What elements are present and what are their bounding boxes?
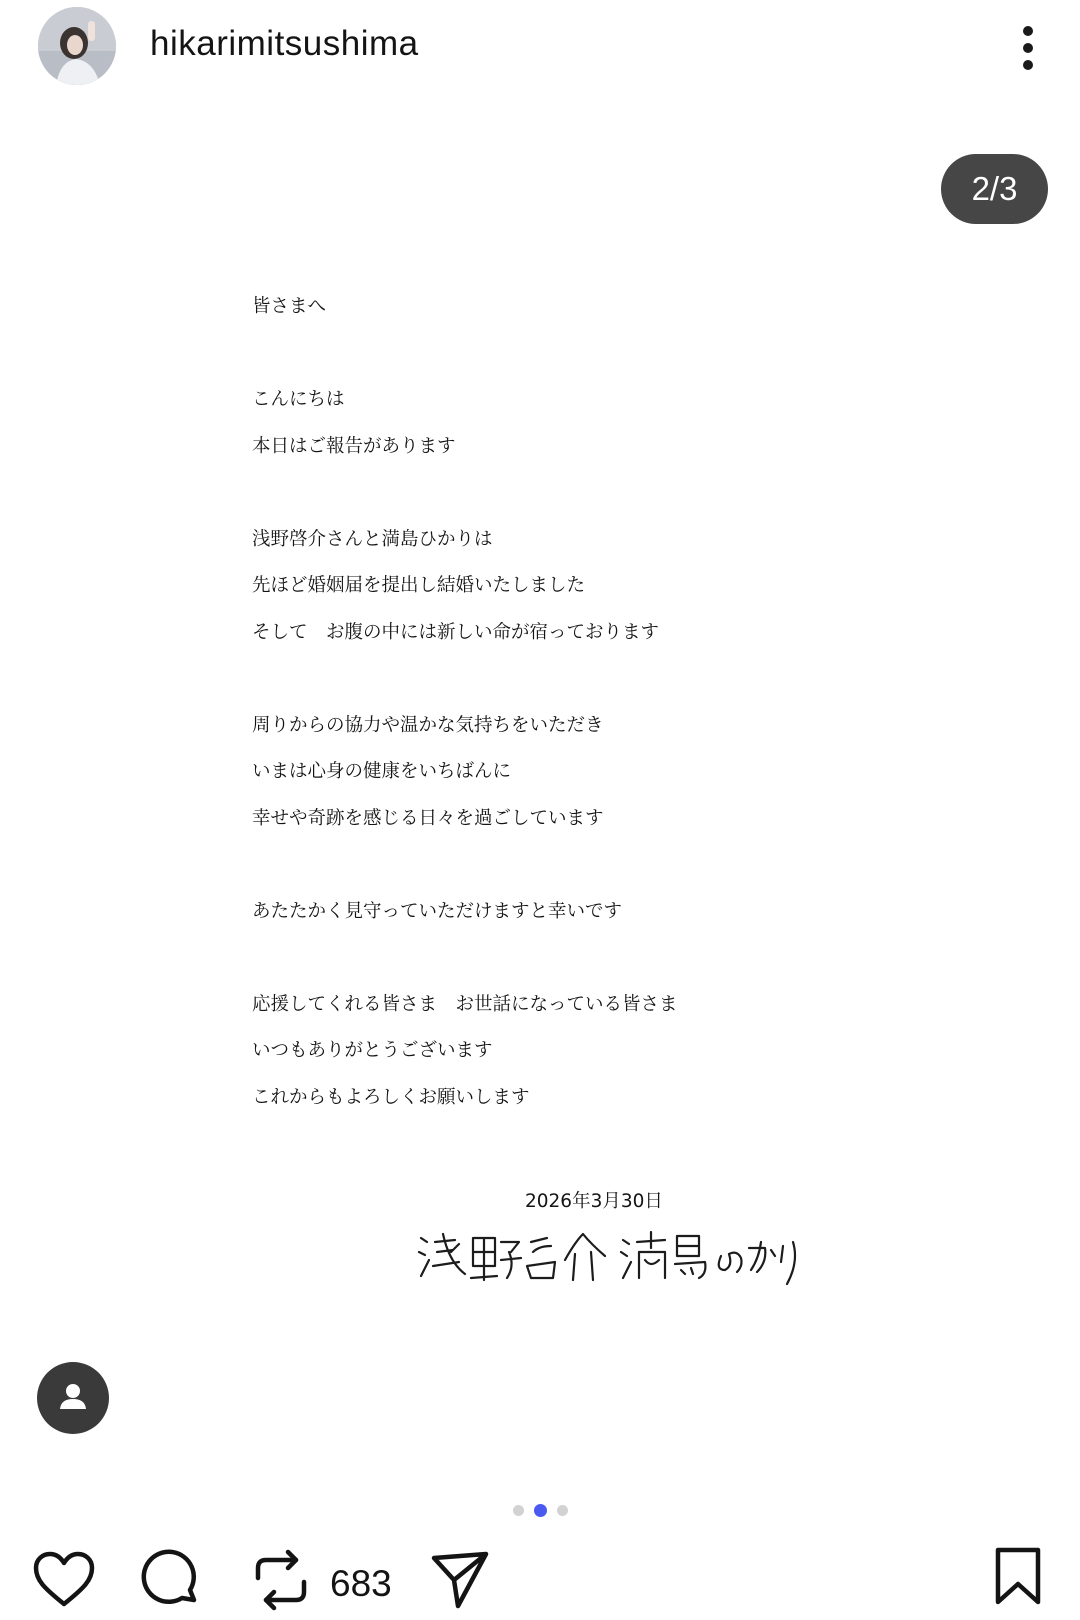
letter-line: 皆さまへ — [252, 296, 327, 317]
announcement-letter — [252, 296, 952, 1133]
letter-line: いまは心身の健康をいちばんに — [252, 761, 512, 782]
letter-line: あたたかく見守っていただけますと幸いです — [252, 900, 623, 922]
person-tag-button[interactable] — [37, 1362, 109, 1434]
letter-line: 応援してくれる皆さま お世話になっている皆さま — [252, 993, 678, 1015]
letter-line: 本日はご報告があります — [252, 435, 456, 457]
letter-line: 浅野啓介さんと満島ひかりは — [252, 528, 493, 550]
username[interactable]: hikarimitsushima — [150, 24, 419, 63]
more-vertical-icon[interactable] — [1008, 20, 1048, 76]
carousel-dots — [513, 1504, 568, 1517]
letter-line: これからもよろしくお願いします — [252, 1086, 530, 1108]
carousel-dot-active[interactable] — [534, 1504, 547, 1517]
carousel-dot[interactable] — [513, 1505, 524, 1516]
person-icon — [37, 1362, 109, 1434]
handwritten-signature — [415, 1222, 805, 1292]
post-header — [0, 0, 1080, 96]
heart-icon[interactable] — [32, 1550, 96, 1610]
letter-line: こんにちは — [252, 389, 345, 410]
repost-count: 683 — [330, 1563, 392, 1604]
letter-line: いつもありがとうございます — [252, 1040, 493, 1061]
letter-line: 先ほど婚姻届を提出し結婚いたしました — [252, 575, 586, 596]
send-icon[interactable] — [428, 1548, 492, 1612]
letter-line: そして お腹の中には新しい命が宿っております — [252, 621, 660, 643]
comment-icon[interactable] — [138, 1548, 202, 1612]
letter-date: 2026年3月30日 — [525, 1191, 663, 1212]
letter-line: 周りからの協力や温かな気持ちをいただき — [252, 714, 604, 736]
letter-line: 幸せや奇跡を感じる日々を過ごしています — [252, 807, 604, 829]
carousel-dot[interactable] — [557, 1505, 568, 1516]
bookmark-icon[interactable] — [992, 1546, 1044, 1606]
profile-avatar[interactable] — [38, 7, 116, 85]
action-bar — [0, 1540, 1080, 1620]
carousel-counter: 2/3 — [941, 154, 1048, 224]
repost-icon[interactable] — [252, 1546, 310, 1614]
avatar-photo — [38, 7, 116, 85]
